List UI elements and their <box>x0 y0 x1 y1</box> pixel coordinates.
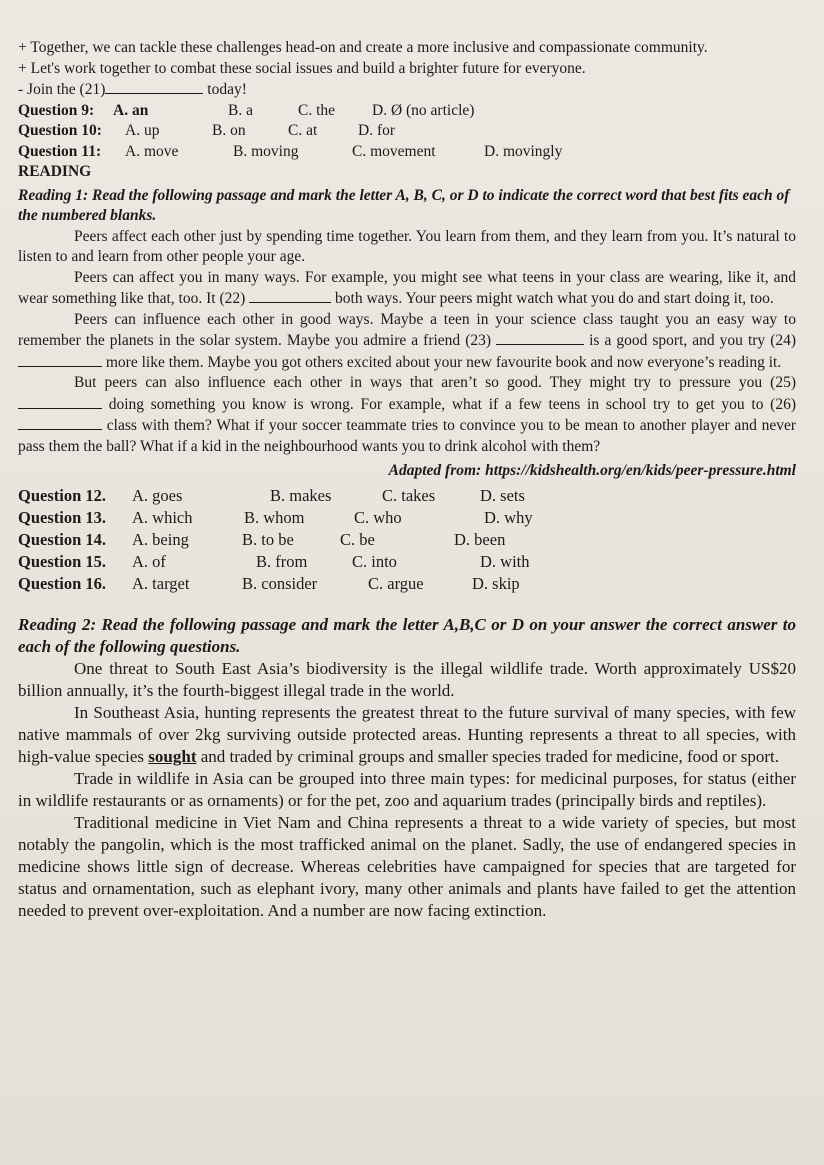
question-9 <box>18 101 796 122</box>
question-11-option-b: B. moving <box>233 142 299 160</box>
question-16-label: Question 16. <box>18 573 107 593</box>
question-9-option-c: C. the <box>298 101 336 119</box>
reading-1-paragraph-2 <box>18 268 796 310</box>
question-14-option-c: C. be <box>340 529 375 549</box>
question-11-option-d: D. movingly <box>484 142 563 160</box>
question-10-label: Question 10: <box>18 122 102 139</box>
question-11-option-c: C. movement <box>352 142 436 160</box>
reading-2-section <box>18 614 796 922</box>
reading-2-paragraph-2-part-a: In Southeast Asia, hunting represents the greatest threat to the future survival of many species, with few native mammals of over 2kg surviving outside protected areas. Hunting represents a threat to all species, with high-value species <box>18 702 796 766</box>
reading-1-paragraph-2-part-b: both ways. Your peers might watch what you do and start doing it, too. <box>335 290 774 307</box>
question-11-label: Question 11: <box>18 142 102 160</box>
reading-1-paragraph-3-part-c: more like them. Maybe you got others excited about your new favourite book and now everyone’s reading it. <box>105 353 782 371</box>
blank-22 <box>249 288 331 303</box>
question-13-option-d: D. why <box>484 507 533 527</box>
question-10 <box>18 121 796 142</box>
blank-21 <box>105 79 203 94</box>
question-12-option-b: B. makes <box>270 485 332 505</box>
reading-1-paragraph-4-part-b: doing something you know is wrong. For example, what if a few teens in school try to get you to (26) <box>108 395 797 413</box>
reading-1-paragraph-3-part-b: is a good sport, and you try (24) <box>589 332 797 349</box>
reading-1-paragraph-3-part-a: Peers can influence each other in good ways. Maybe a teen in your science class taught you an easy way to remember the planets in the solar system. Maybe you admire a friend (23) <box>18 310 796 349</box>
reading-2-paragraph-3: Trade in wildlife in Asia can be grouped into three main types: for medicinal purposes, for status (either in wildlife restaurants or as ornaments) or for the pet, zoo and aquarium trades (principally birds and reptiles). <box>18 768 796 810</box>
question-14 <box>18 530 796 552</box>
question-9-option-a: A. an <box>113 101 149 119</box>
reading-2-paragraph-2-part-b: and traded by criminal groups and smaller species traded for medicine, food or sport. <box>200 746 780 766</box>
question-14-option-d: D. been <box>454 529 506 549</box>
reading-heading: READING <box>18 163 92 180</box>
reading-2-underlined-word: sought <box>148 746 197 766</box>
question-9-label: Question 9: <box>18 101 95 119</box>
blank-23 <box>496 330 584 345</box>
question-10-option-d: D. for <box>358 122 396 139</box>
intro-line-1: + Together, we can tackle these challenges head-on and create a more inclusive and compassionate community. <box>18 39 708 56</box>
reading-1-paragraph-4 <box>18 373 796 457</box>
question-12-option-c: C. takes <box>382 485 436 505</box>
question-16 <box>18 574 796 596</box>
question-10-option-b: B. on <box>212 122 246 139</box>
reading-1-paragraph-2-part-a: Peers can affect you in many ways. For example, you might see what teens in your class are wearing, like it, and wear something like that, too. It (22) <box>18 268 796 307</box>
question-16-option-b: B. consider <box>242 573 318 593</box>
question-12-option-d: D. sets <box>480 485 525 505</box>
question-15 <box>18 552 796 574</box>
question-15-option-c: C. into <box>352 551 397 571</box>
question-13 <box>18 508 796 530</box>
reading-1-paragraph-4-part-a: But peers can also influence each other in ways that aren’t so good. They might try to pressure you (25) <box>74 374 796 391</box>
question-14-label: Question 14. <box>18 529 107 549</box>
question-9-option-b: B. a <box>228 101 253 119</box>
intro-line-3-end: today! <box>207 81 247 98</box>
question-12 <box>18 486 796 508</box>
question-12-option-a: A. goes <box>132 485 183 505</box>
question-16-option-a: A. target <box>132 573 190 593</box>
question-15-option-a: A. of <box>132 551 166 571</box>
question-13-option-b: B. whom <box>244 507 305 527</box>
question-13-option-c: C. who <box>354 507 402 527</box>
question-11-option-a: A. move <box>125 142 179 160</box>
reading-2-instruction: Reading 2: Read the following passage and mark the letter A,B,C or D on your answer the correct answer to each of the following questions. <box>18 614 796 656</box>
question-13-label: Question 13. <box>18 507 107 527</box>
question-12-label: Question 12. <box>18 485 107 505</box>
question-9-option-d: D. Ø (no article) <box>372 101 475 119</box>
intro-line-3 <box>18 79 796 101</box>
reading-1-source: Adapted from: https://kidshealth.org/en/kids/peer-pressure.html <box>388 462 796 479</box>
question-11 <box>18 142 796 163</box>
question-16-option-d: D. skip <box>472 573 520 593</box>
question-15-label: Question 15. <box>18 551 107 571</box>
reading-1-paragraph-4-part-c: class with them? What if your soccer teammate tries to convince you to be mean to another player and never pass them the ball? What if a kid in the neighbourhood wants you to drink alcohol with them? <box>18 417 796 455</box>
question-10-option-c: C. at <box>288 122 318 139</box>
reading-2-paragraph-4: Traditional medicine in Viet Nam and China represents a threat to a wide variety of species, but most notably the pangolin, which is the most trafficked animal on the planet. Sadly, the use of endangered species in medicine shows little sign of decrease. Whereas celebrities have campaigned for species that are targeted for status and ornamentation, such as elephant ivory, many other animals and plants have failed to get the attention needed to prevent over-exploitation. And a number are now facing extinction. <box>18 812 796 920</box>
reading-1-instruction: Reading 1: Read the following passage and mark the letter A, B, C, or D to indicate the correct word that best fits each of the numbered blanks. <box>18 186 790 224</box>
question-16-option-c: C. argue <box>368 573 424 593</box>
question-15-option-b: B. from <box>256 551 308 571</box>
blank-25 <box>18 394 102 409</box>
question-10-option-a: A. up <box>125 122 160 139</box>
blank-24 <box>18 352 102 367</box>
question-13-option-a: A. which <box>132 507 193 527</box>
question-14-option-b: B. to be <box>242 529 294 549</box>
reading-1-paragraph-3 <box>18 310 796 374</box>
reading-2-paragraph-2 <box>18 702 796 768</box>
reading-2-paragraph-1: One threat to South East Asia’s biodiversity is the illegal wildlife trade. Worth approximately US$20 billion annually, it’s the fourth-biggest illegal trade in the world. <box>18 658 796 700</box>
question-15-option-d: D. with <box>480 551 530 571</box>
question-14-option-a: A. being <box>132 529 189 549</box>
reading-1-paragraph-1: Peers affect each other just by spending time together. You learn from them, and they learn from you. It’s natural to listen to and learn from other people your age. <box>18 227 796 265</box>
blank-26 <box>18 415 102 430</box>
intro-line-2: + Let's work together to combat these social issues and build a brighter future for everyone. <box>18 59 586 77</box>
intro-line-3-start: - Join the (21) <box>18 81 106 98</box>
